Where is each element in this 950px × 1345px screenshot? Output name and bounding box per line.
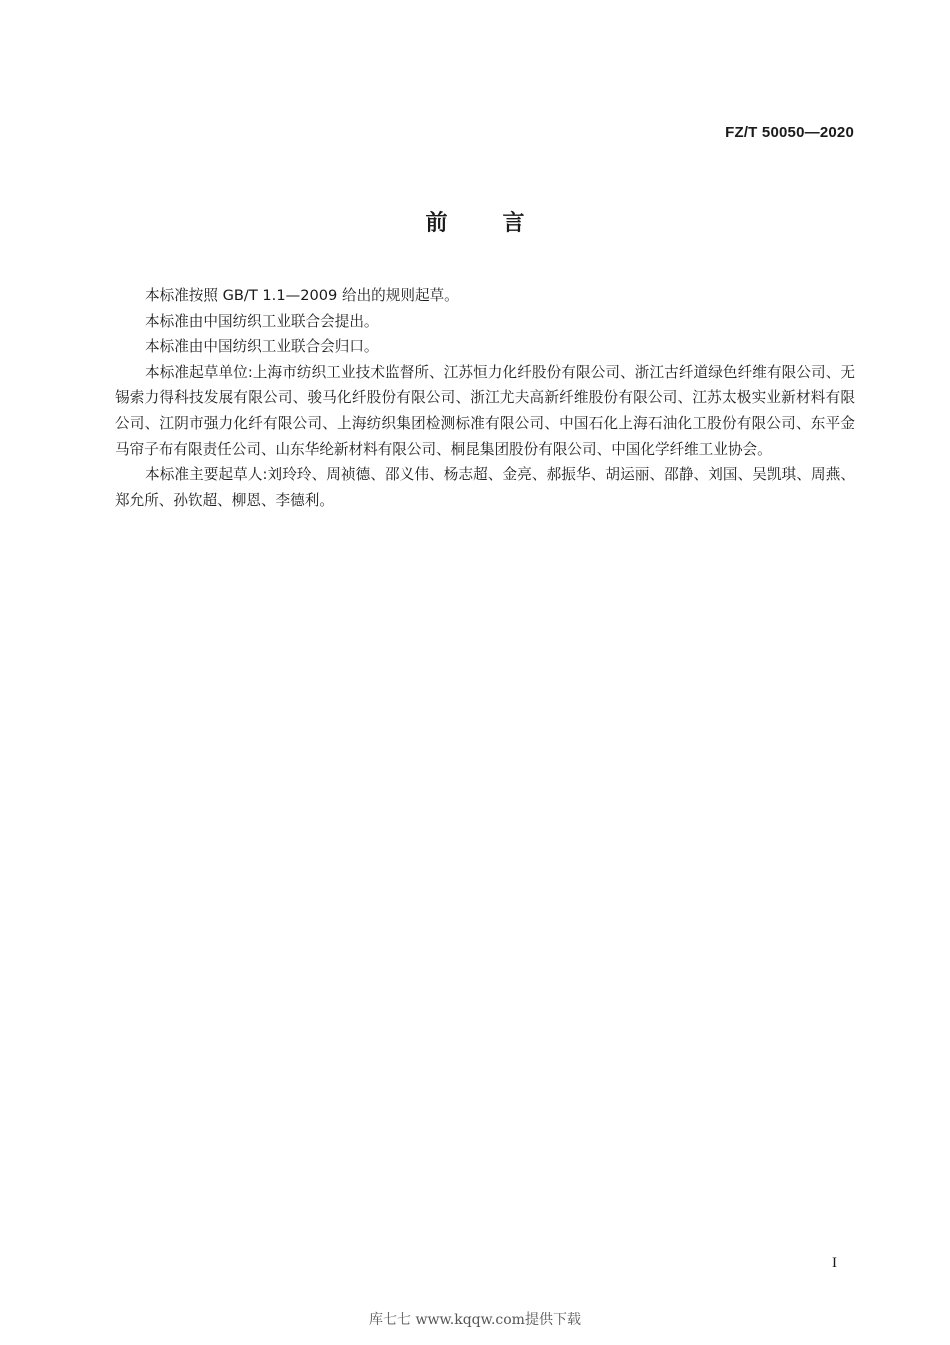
paragraph-administered-by: 本标准由中国纺织工业联合会归口。	[145, 338, 379, 356]
standard-number: FZ/T 50050—2020	[725, 124, 854, 141]
paragraph-drafting-rules: 本标准按照 GB/T 1.1—2009 给出的规则起草。	[145, 287, 459, 304]
paragraph-proposed-by: 本标准由中国纺织工业联合会提出。	[145, 312, 379, 330]
preface-body	[115, 283, 855, 513]
page-title: 前言	[425, 211, 580, 236]
paragraph-drafting-units: 本标准起草单位:上海市纺织工业技术监督所、江苏恒力化纤股份有限公司、浙江古纤道绿色纤维有限公司、无锡索力得科技发展有限公司、骏马化纤股份有限公司、浙江尤夫高新纤维股份有限公司、江苏太极实业新材料有限公司、江阴市强力化纤有限公司、上海纺织集团检测标准有限公司、中国石化上海石油化工股份有限公司、东平金马帘子布有限责任公司、山东华纶新材料有限公司、桐昆集团股份有限公司、中国化学纤维工业协会。	[115, 363, 855, 458]
download-footer: 库七七 www.kqqw.com提供下载	[369, 1312, 581, 1328]
page-number: I	[832, 1255, 837, 1271]
paragraph-main-drafters: 本标准主要起草人:刘玲玲、周祯德、邵义伟、杨志超、金亮、郝振华、胡运丽、邵静、刘国、吴凯琪、周燕、郑允所、孙钦超、柳恩、李德利。	[115, 466, 855, 509]
